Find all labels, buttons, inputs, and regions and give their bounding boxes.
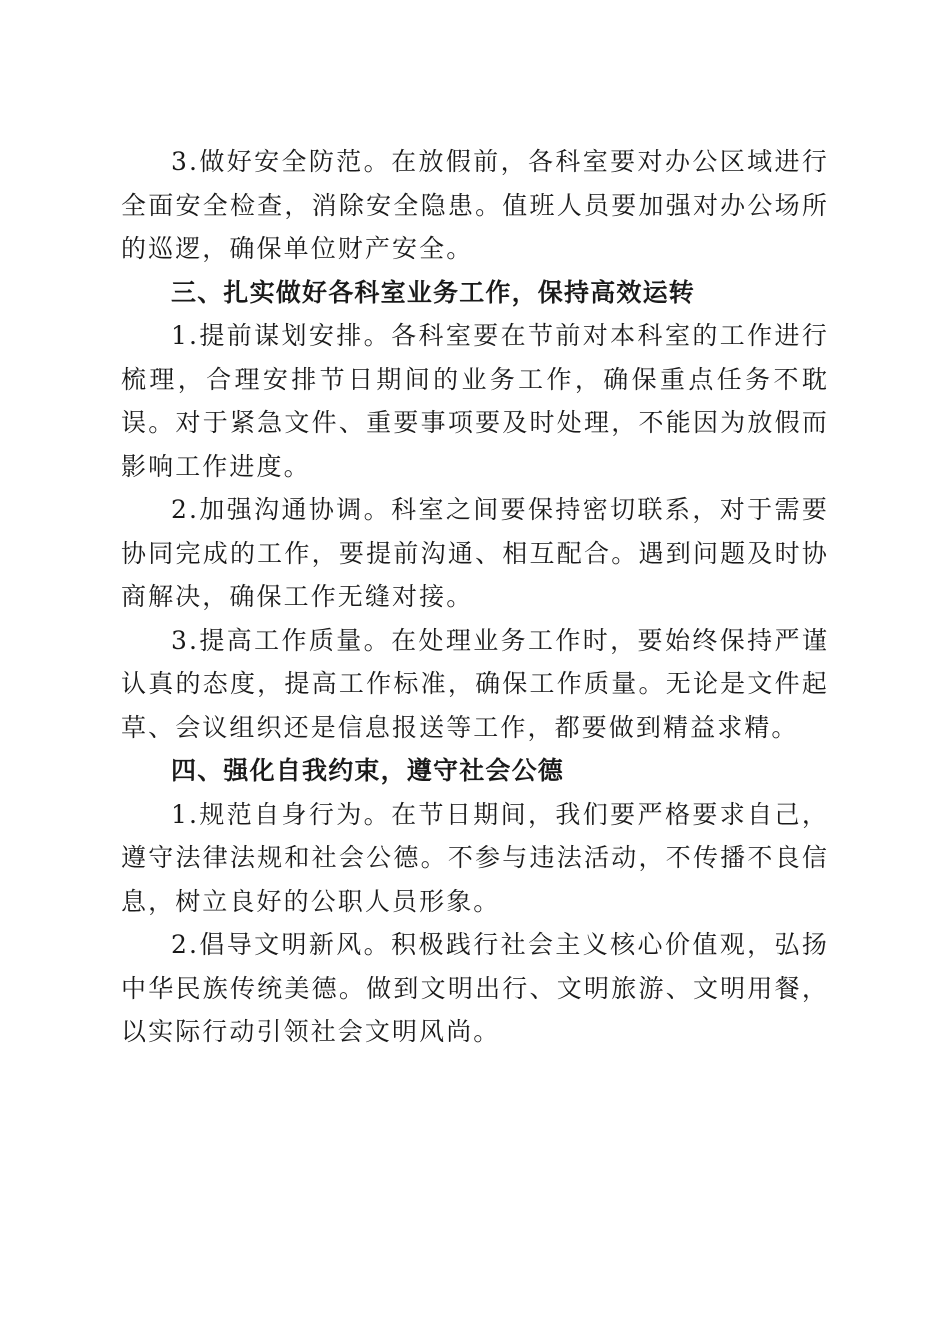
paragraph-civility: 2.倡导文明新风。积极践行社会主义核心价值观，弘扬中华民族传统美德。做到文明出行、文明旅游、文明用餐，以实际行动引领社会文明风尚。	[121, 930, 829, 1046]
paragraph-self-conduct: 1.规范自身行为。在节日期间，我们要严格要求自己，遵守法律法规和社会公德。不参与违法活动，不传播不良信息，树立良好的公职人员形象。	[121, 799, 829, 916]
paragraph-work-quality: 3.提高工作质量。在处理业务工作时，要始终保持严谨认真的态度，提高工作标准，确保工作质量。无论是文件起草、会议组织还是信息报送等工作，都要做到精益求精。	[121, 625, 829, 742]
document-body	[121, 140, 829, 1054]
paragraph-safety-precautions: 3.做好安全防范。在放假前，各科室要对办公区域进行全面安全检查，消除安全隐患。值班人员要加强对办公场所的巡逻，确保单位财产安全。	[121, 147, 829, 263]
paragraph-communication: 2.加强沟通协调。科室之间要保持密切联系，对于需要协同完成的工作，要提前沟通、相互配合。遇到问题及时协商解决，确保工作无缝对接。	[121, 495, 829, 611]
paragraph-advance-planning: 1.提前谋划安排。各科室要在节前对本科室的工作进行梳理，合理安排节日期间的业务工作，确保重点任务不耽误。对于紧急文件、重要事项要及时处理，不能因为放假而影响工作进度。	[121, 321, 829, 481]
section-heading-four: 四、强化自我约束，遵守社会公德	[171, 756, 565, 785]
section-heading-three: 三、扎实做好各科室业务工作，保持高效运转	[171, 277, 696, 307]
